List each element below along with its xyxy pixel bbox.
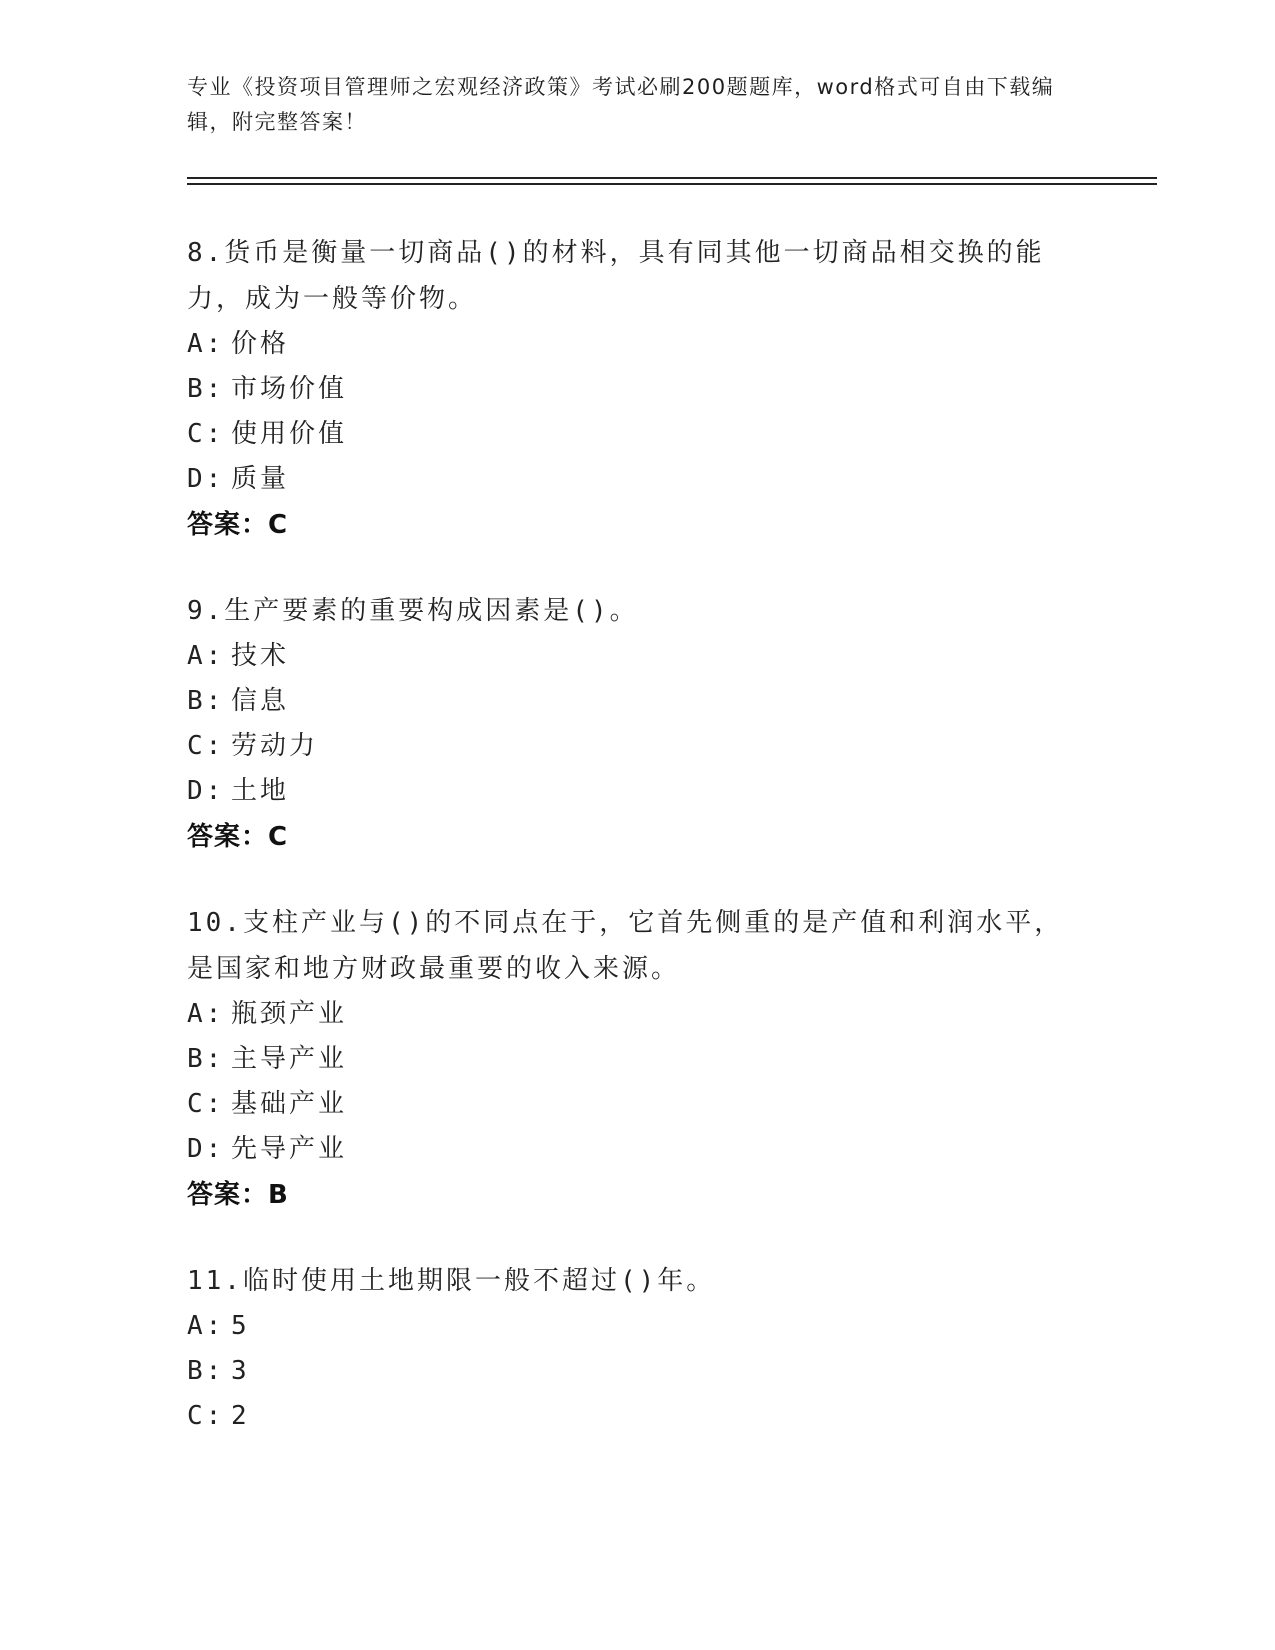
option-key: D: xyxy=(187,776,225,806)
header-rule-bottom xyxy=(187,183,1157,185)
option-text: 土地 xyxy=(231,776,290,806)
option-d xyxy=(187,457,1107,502)
option-c xyxy=(187,1394,1107,1439)
question-10 xyxy=(187,900,1107,1218)
option-text: 使用价值 xyxy=(231,419,348,449)
option-key: B: xyxy=(187,1356,225,1386)
option-a xyxy=(187,992,1107,1037)
question-stem: 10.支柱产业与()的不同点在于，它首先侧重的是产值和利润水平，是国家和地方财政最重要的收入来源。 xyxy=(187,908,1064,984)
option-text: 信息 xyxy=(231,686,290,716)
option-key: A: xyxy=(187,329,225,359)
option-key: C: xyxy=(187,731,225,761)
option-c xyxy=(187,412,1107,457)
option-b xyxy=(187,367,1107,412)
option-key: B: xyxy=(187,686,225,716)
option-key: B: xyxy=(187,1044,225,1074)
option-key: C: xyxy=(187,1089,225,1119)
option-text: 市场价值 xyxy=(231,374,348,404)
option-d xyxy=(187,1127,1107,1172)
option-b xyxy=(187,679,1107,724)
option-text: 技术 xyxy=(231,641,290,671)
question-8 xyxy=(187,230,1107,548)
option-text: 先导产业 xyxy=(231,1134,348,1164)
answer: 答案：B xyxy=(187,1180,289,1210)
option-key: D: xyxy=(187,1134,225,1164)
option-key: B: xyxy=(187,374,225,404)
option-key: A: xyxy=(187,641,225,671)
option-key: C: xyxy=(187,419,225,449)
question-stem: 9.生产要素的重要构成因素是()。 xyxy=(187,596,639,626)
question-list xyxy=(187,230,1107,1479)
answer: 答案：C xyxy=(187,822,289,852)
option-key: C: xyxy=(187,1401,225,1431)
option-text: 瓶颈产业 xyxy=(231,999,348,1029)
answer: 答案：C xyxy=(187,510,289,540)
document-header: 专业《投资项目管理师之宏观经济政策》考试必刷200题题库，word格式可自由下载编辑，附完整答案！ xyxy=(187,75,1055,134)
question-stem: 8.货币是衡量一切商品()的材料，具有同其他一切商品相交换的能力，成为一般等价物。 xyxy=(187,238,1045,314)
question-11 xyxy=(187,1258,1107,1439)
option-a xyxy=(187,634,1107,679)
option-a xyxy=(187,1304,1107,1349)
option-text: 主导产业 xyxy=(231,1044,348,1074)
option-a xyxy=(187,322,1107,367)
option-b xyxy=(187,1037,1107,1082)
option-text: 质量 xyxy=(231,464,290,494)
option-b xyxy=(187,1349,1107,1394)
header-rule-top xyxy=(187,177,1157,179)
option-c xyxy=(187,724,1107,769)
option-text: 3 xyxy=(231,1356,250,1386)
option-d xyxy=(187,769,1107,814)
option-text: 劳动力 xyxy=(231,731,319,761)
option-key: A: xyxy=(187,1311,225,1341)
option-c xyxy=(187,1082,1107,1127)
option-text: 5 xyxy=(231,1311,250,1341)
option-text: 2 xyxy=(231,1401,250,1431)
option-key: D: xyxy=(187,464,225,494)
question-stem: 11.临时使用土地期限一般不超过()年。 xyxy=(187,1266,716,1296)
option-key: A: xyxy=(187,999,225,1029)
option-text: 基础产业 xyxy=(231,1089,348,1119)
question-9 xyxy=(187,588,1107,860)
option-text: 价格 xyxy=(231,329,290,359)
